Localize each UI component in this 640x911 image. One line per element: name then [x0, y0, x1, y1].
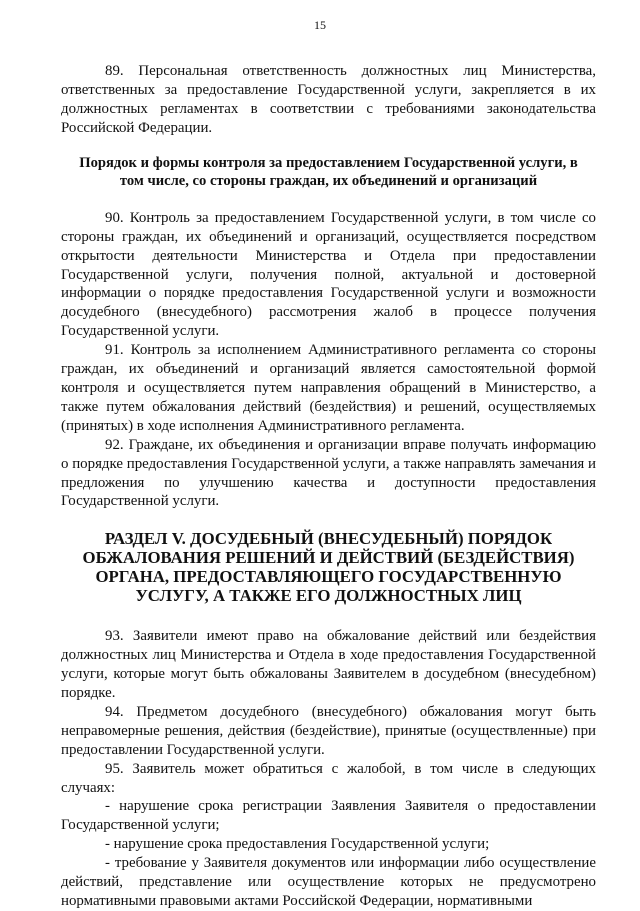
paragraph-90: 90. Контроль за предоставлением Государственной услуги, в том числе со стороны граждан, их объединений и организаций, осуществляется посредством открытости деятельности Министерства и Отдела при предоставлении Государственной услуги, получения полной, актуальной и достоверной информации о порядке предоставления Государственной услуги и возможности досудебного (внесудебного) рассмотрения жалоб в процессе получения Государственной услуги.	[61, 209, 596, 340]
page-number: 15	[314, 18, 326, 32]
section-v-title: РАЗДЕЛ V. ДОСУДЕБНЫЙ (ВНЕСУДЕБНЫЙ) ПОРЯДОК ОБЖАЛОВАНИЯ РЕШЕНИЙ И ДЕЙСТВИЙ (БЕЗДЕЙСТВИЯ) ОРГАНА, ПРЕДОСТАВЛЯЮЩЕГО ГОСУДАРСТВЕННУЮ УСЛУГУ, А ТАКЖЕ ЕГО ДОЛЖНОСТНЫХ ЛИЦ	[82, 529, 575, 606]
list-item: - нарушение срока предоставления Государственной услуги;	[105, 836, 490, 853]
paragraph-94: 94. Предметом досудебного (внесудебного) обжалования могут быть неправомерные решения, действия (бездействие), принятые (осуществленные) при предоставлении Государственной услуги.	[61, 703, 596, 758]
document-body	[61, 62, 596, 911]
paragraph-93: 93. Заявители имеют право на обжалование действий или бездействия должностных лиц Министерства и Отдела в ходе предоставления Государственной услуги, которые могут быть обжалованы Заявителем в досудебном (внесудебном) порядке.	[61, 628, 596, 702]
paragraph-91: 91. Контроль за исполнением Административного регламента со стороны граждан, их объединений и организаций является самостоятельной формой контроля и осуществляется путем направления обращений в Министерство, а также путем обжалования действий (бездействия) и решений, осуществляемых (принятых) в ходе исполнения Административного регламента.	[61, 342, 596, 434]
control-heading: Порядок и формы контроля за предоставлением Государственной услуги, в том числе, со стороны граждан, их объединений и организаций	[79, 154, 578, 190]
list-item: - требование у Заявителя документов или информации либо осуществление действий, представление или осуществление которых не предусмотрено нормативными правовыми актами Российской Федерации, нормативными	[61, 855, 596, 909]
paragraph-92: 92. Граждане, их объединения и организации вправе получать информацию о порядке предоставления Государственной услуги, а также направлять замечания и предложения по улучшению качества и доступности предоставления Государственной услуги.	[61, 436, 596, 510]
paragraph-95: 95. Заявитель может обратиться с жалобой, в том числе в следующих случаях:	[61, 760, 596, 796]
list-item: - нарушение срока регистрации Заявления Заявителя о предоставлении Государственной услуги;	[61, 798, 596, 834]
paragraph-89: 89. Персональная ответственность должностных лиц Министерства, ответственных за предоставление Государственной услуги, закрепляется в их должностных регламентах в соответствии с требованиями законодательства Российской Федерации.	[61, 63, 596, 136]
